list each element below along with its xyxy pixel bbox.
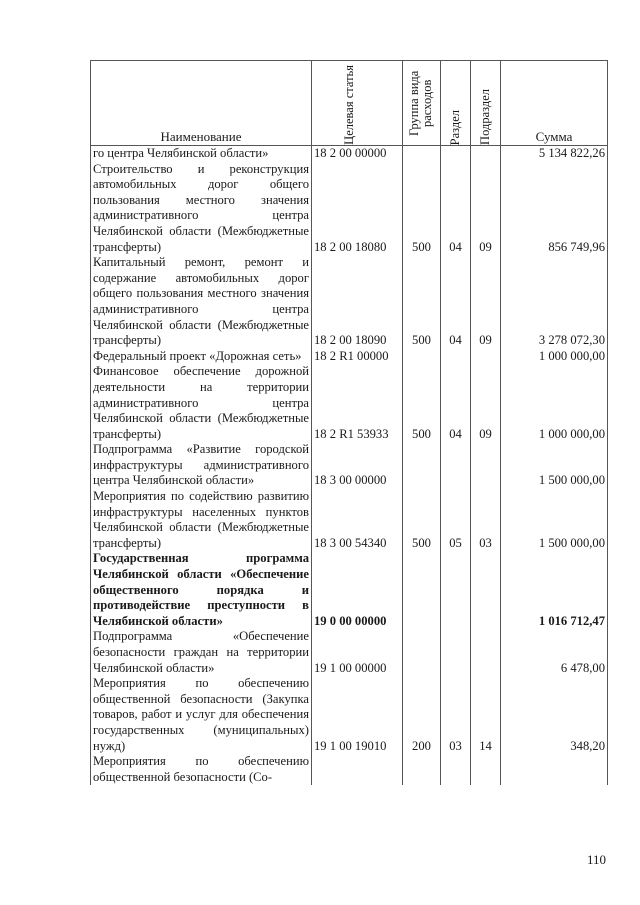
header-expense-group: Группа вида расходов xyxy=(403,61,441,146)
row-subsection: 03 xyxy=(471,489,501,551)
table-row xyxy=(91,489,608,551)
row-section: 04 xyxy=(441,364,471,442)
row-expense-group: 500 xyxy=(403,489,441,551)
row-sum: 1 500 000,00 xyxy=(501,442,608,489)
row-subsection: 09 xyxy=(471,162,501,256)
row-target-article: 18 2 00 00000 xyxy=(312,146,403,162)
row-section xyxy=(441,349,471,365)
row-sum: 5 134 822,26 xyxy=(501,146,608,162)
row-sum xyxy=(501,754,608,785)
row-name: Мероприятия по содействию развитию инфраструктуры населенных пунктов Челябинской области (Межбюджетные трансферты) xyxy=(91,489,312,551)
header-row xyxy=(91,61,608,146)
row-target-article xyxy=(312,754,403,785)
row-section xyxy=(441,551,471,629)
row-section xyxy=(441,754,471,785)
row-name: Капитальный ремонт, ремонт и содержание автомобильных дорог общего пользования местного значения административного центра Челябинской области (Межбюджетные трансферты) xyxy=(91,255,312,349)
row-sum: 348,20 xyxy=(501,676,608,754)
page-number: 110 xyxy=(586,852,606,867)
row-sum: 1 000 000,00 xyxy=(501,349,608,365)
table-row xyxy=(91,442,608,489)
row-name: Строительство и реконструкция автомобильных дорог общего пользования местного значения административного центра Челябинской области (Межбюджетные трансферты) xyxy=(91,162,312,256)
row-section: 03 xyxy=(441,676,471,754)
row-subsection xyxy=(471,442,501,489)
row-sum: 1 500 000,00 xyxy=(501,489,608,551)
header-sum: Сумма xyxy=(501,61,608,146)
row-section xyxy=(441,146,471,162)
row-name: Государственная программа Челябинской области «Обеспечение общественного порядка и противодействие преступности в Челябинской области» xyxy=(91,551,312,629)
row-target-article: 19 0 00 00000 xyxy=(312,551,403,629)
row-expense-group xyxy=(403,349,441,365)
row-sum: 856 749,96 xyxy=(501,162,608,256)
row-section xyxy=(441,629,471,676)
row-target-article: 18 2 00 18090 xyxy=(312,255,403,349)
row-name: Мероприятия по обеспечению общественной безопасности (Со- xyxy=(91,754,312,785)
row-section: 04 xyxy=(441,162,471,256)
header-target-article: Целевая статья xyxy=(312,61,403,146)
row-subsection xyxy=(471,754,501,785)
row-expense-group xyxy=(403,629,441,676)
row-section: 05 xyxy=(441,489,471,551)
row-name: Финансовое обеспечение дорожной деятельности на территории административного центра Челябинской области (Межбюджетные трансферты) xyxy=(91,364,312,442)
row-sum: 3 278 072,30 xyxy=(501,255,608,349)
row-expense-group: 500 xyxy=(403,162,441,256)
table-row xyxy=(91,255,608,349)
table-row xyxy=(91,146,608,162)
row-expense-group: 200 xyxy=(403,676,441,754)
row-subsection: 09 xyxy=(471,364,501,442)
row-expense-group: 500 xyxy=(403,255,441,349)
row-subsection: 09 xyxy=(471,255,501,349)
row-sum: 1 000 000,00 xyxy=(501,364,608,442)
row-expense-group xyxy=(403,754,441,785)
row-expense-group xyxy=(403,146,441,162)
row-target-article: 18 2 R1 53933 xyxy=(312,364,403,442)
budget-table xyxy=(90,60,608,785)
row-name: Подпрограмма «Развитие городской инфраструктуры административного центра Челябинской области» xyxy=(91,442,312,489)
table-row xyxy=(91,364,608,442)
row-sum: 1 016 712,47 xyxy=(501,551,608,629)
table-row xyxy=(91,676,608,754)
row-name: Федеральный проект «Дорожная сеть» xyxy=(91,349,312,365)
row-subsection xyxy=(471,146,501,162)
row-target-article: 18 3 00 00000 xyxy=(312,442,403,489)
row-target-article: 18 2 00 18080 xyxy=(312,162,403,256)
row-target-article: 18 3 00 54340 xyxy=(312,489,403,551)
row-sum: 6 478,00 xyxy=(501,629,608,676)
row-name: го центра Челябинской области» xyxy=(91,146,312,162)
table-row xyxy=(91,754,608,785)
row-expense-group xyxy=(403,551,441,629)
table-row xyxy=(91,162,608,256)
table-row xyxy=(91,349,608,365)
row-subsection xyxy=(471,349,501,365)
row-expense-group: 500 xyxy=(403,364,441,442)
row-section: 04 xyxy=(441,255,471,349)
row-name: Мероприятия по обеспечению общественной безопасности (Закупка товаров, работ и услуг для обеспечения государственных (муниципальных) нужд) xyxy=(91,676,312,754)
row-target-article: 19 1 00 00000 xyxy=(312,629,403,676)
row-name: Подпрограмма «Обеспечение безопасности граждан на территории Челябинской области» xyxy=(91,629,312,676)
row-subsection xyxy=(471,551,501,629)
row-subsection xyxy=(471,629,501,676)
row-target-article: 19 1 00 19010 xyxy=(312,676,403,754)
header-name: Наименование xyxy=(91,61,312,146)
row-expense-group xyxy=(403,442,441,489)
row-subsection: 14 xyxy=(471,676,501,754)
table-row xyxy=(91,551,608,629)
header-section: Раздел xyxy=(441,61,471,146)
row-section xyxy=(441,442,471,489)
table-row xyxy=(91,629,608,676)
header-subsection: Подраздел xyxy=(471,61,501,146)
row-target-article: 18 2 R1 00000 xyxy=(312,349,403,365)
